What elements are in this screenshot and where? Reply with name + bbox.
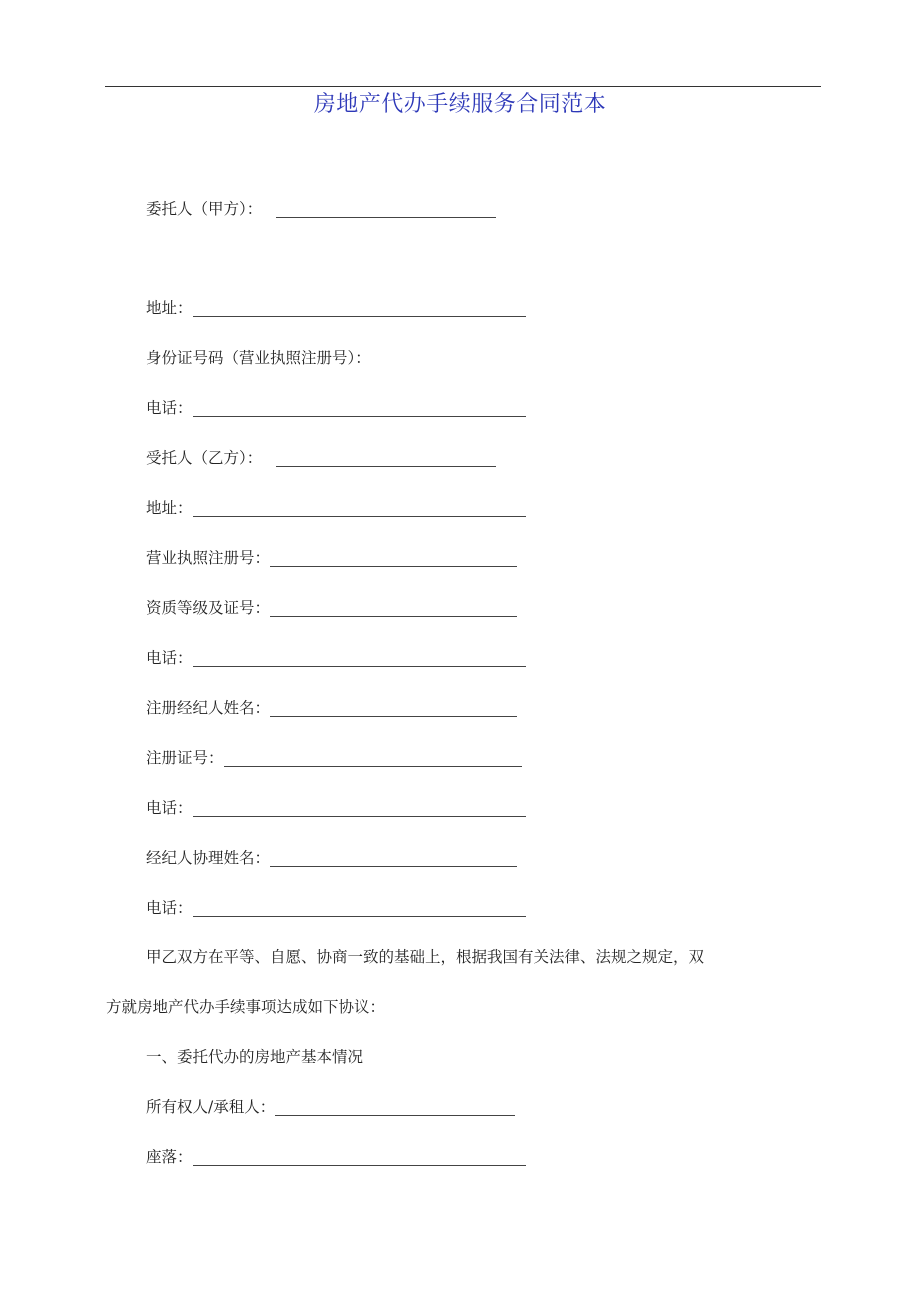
preamble-line-2: 方就房地产代办手续事项达成如下协议： (106, 998, 386, 1016)
assistant-phone-label: 电话： (146, 899, 193, 917)
broker-reg-field (146, 747, 522, 769)
agent-license-label: 营业执照注册号： (146, 549, 271, 567)
agent-phone-label: 电话： (146, 649, 193, 667)
owner-blank (275, 1099, 515, 1116)
broker-phone-label: 电话： (146, 799, 193, 817)
agent-qualification-label: 资质等级及证号： (146, 599, 271, 617)
broker-name-blank (270, 700, 517, 717)
section-1-heading: 一、委托代办的房地产基本情况 (146, 1048, 364, 1066)
client-id-label: 身份证号码（营业执照注册号）： (146, 349, 371, 367)
assistant-phone-field (146, 897, 526, 919)
location-label: 座落： (146, 1148, 193, 1166)
location-blank (193, 1149, 526, 1166)
agent-address-label: 地址： (146, 499, 193, 517)
client-phone-blank (193, 400, 526, 417)
broker-reg-label: 注册证号： (146, 749, 224, 767)
assistant-phone-blank (193, 900, 526, 917)
broker-phone-field (146, 797, 526, 819)
broker-reg-blank (224, 750, 522, 767)
agent-blank (276, 450, 496, 467)
assistant-name-field (146, 847, 517, 869)
agent-phone-blank (193, 650, 526, 667)
agent-qualification-blank (270, 600, 517, 617)
owner-field (146, 1096, 515, 1118)
client-id-field (146, 347, 371, 369)
client-blank (276, 201, 496, 218)
client-phone-field (146, 397, 526, 419)
agent-license-field (146, 547, 517, 569)
client-address-label: 地址： (146, 299, 193, 317)
assistant-name-blank (270, 850, 517, 867)
client-address-field (146, 297, 526, 319)
agent-address-field (146, 497, 526, 519)
assistant-name-label: 经纪人协理姓名： (146, 849, 271, 867)
owner-label: 所有权人/承租人： (146, 1098, 276, 1116)
broker-name-label: 注册经纪人姓名： (146, 699, 271, 717)
agent-license-blank (270, 550, 517, 567)
client-label: 委托人（甲方）： (146, 200, 263, 218)
agent-label: 受托人（乙方）： (146, 449, 263, 467)
client-address-blank (193, 300, 526, 317)
document-title: 房地产代办手续服务合同范本 (313, 92, 607, 117)
agent-phone-field (146, 647, 526, 669)
location-field (146, 1146, 526, 1168)
preamble-line-1: 甲乙双方在平等、自愿、协商一致的基础上，根据我国有关法律、法规之规定，双 (146, 948, 705, 966)
broker-name-field (146, 697, 517, 719)
broker-phone-blank (193, 800, 526, 817)
agent-address-blank (193, 500, 526, 517)
agent-qualification-field (146, 597, 517, 619)
client-phone-label: 电话： (146, 399, 193, 417)
agent-field (146, 447, 496, 469)
client-field (146, 198, 496, 220)
header-rule (105, 86, 821, 87)
